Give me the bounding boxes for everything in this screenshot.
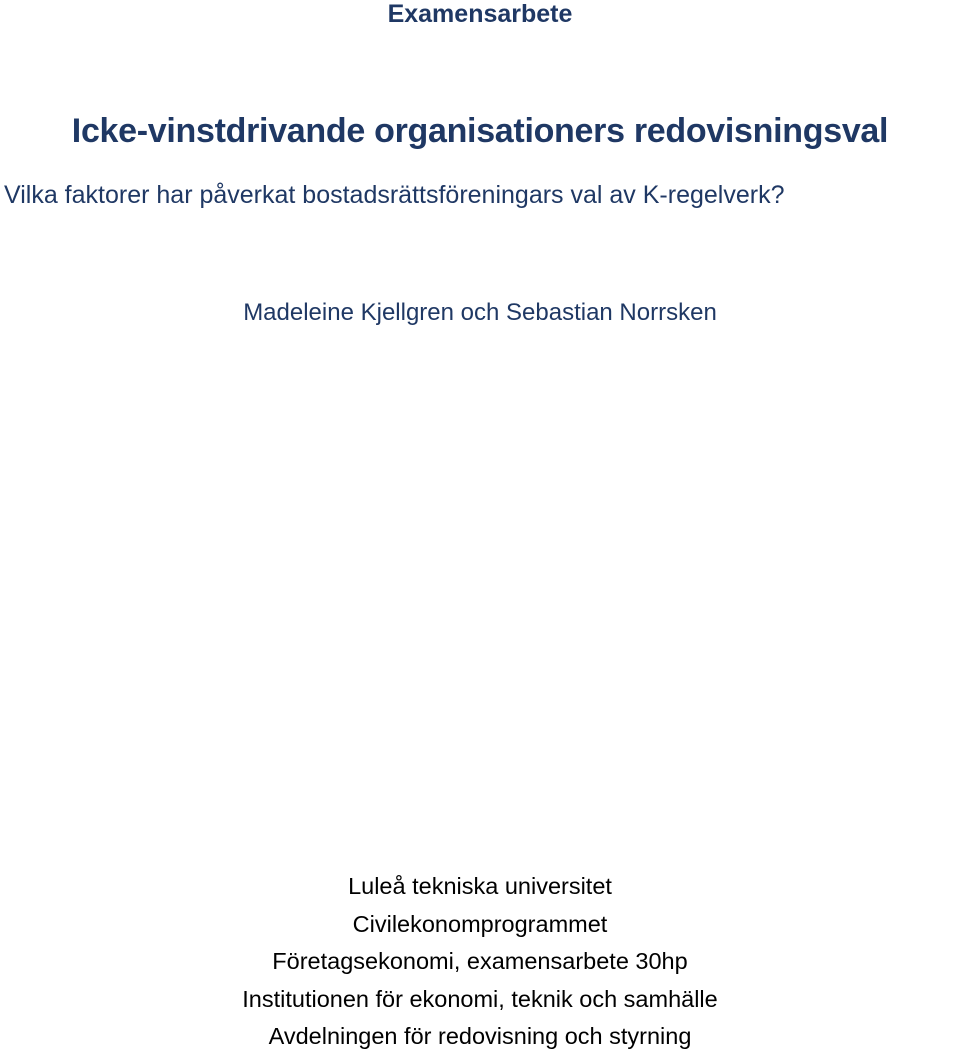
- university-name: Luleå tekniska universitet: [348, 873, 612, 899]
- thesis-title: Icke-vinstdrivande organisationers redovisningsval: [71, 112, 889, 150]
- department-name: Institutionen för ekonomi, teknik och samhälle: [242, 985, 718, 1012]
- thesis-subtitle: Vilka faktorer har påverkat bostadsrättsföreningars val av K-regelverk?: [4, 181, 785, 209]
- institution-info: [0, 868, 960, 1056]
- document-type-label: Examensarbete: [387, 0, 573, 28]
- division-name: Avdelningen för redovisning och styrning: [268, 1023, 692, 1050]
- course-info: Företagsekonomi, examensarbete 30hp: [272, 948, 688, 975]
- program-name: Civilekonomprogrammet: [352, 910, 608, 937]
- authors: Madeleine Kjellgren och Sebastian Norrsken: [243, 299, 717, 326]
